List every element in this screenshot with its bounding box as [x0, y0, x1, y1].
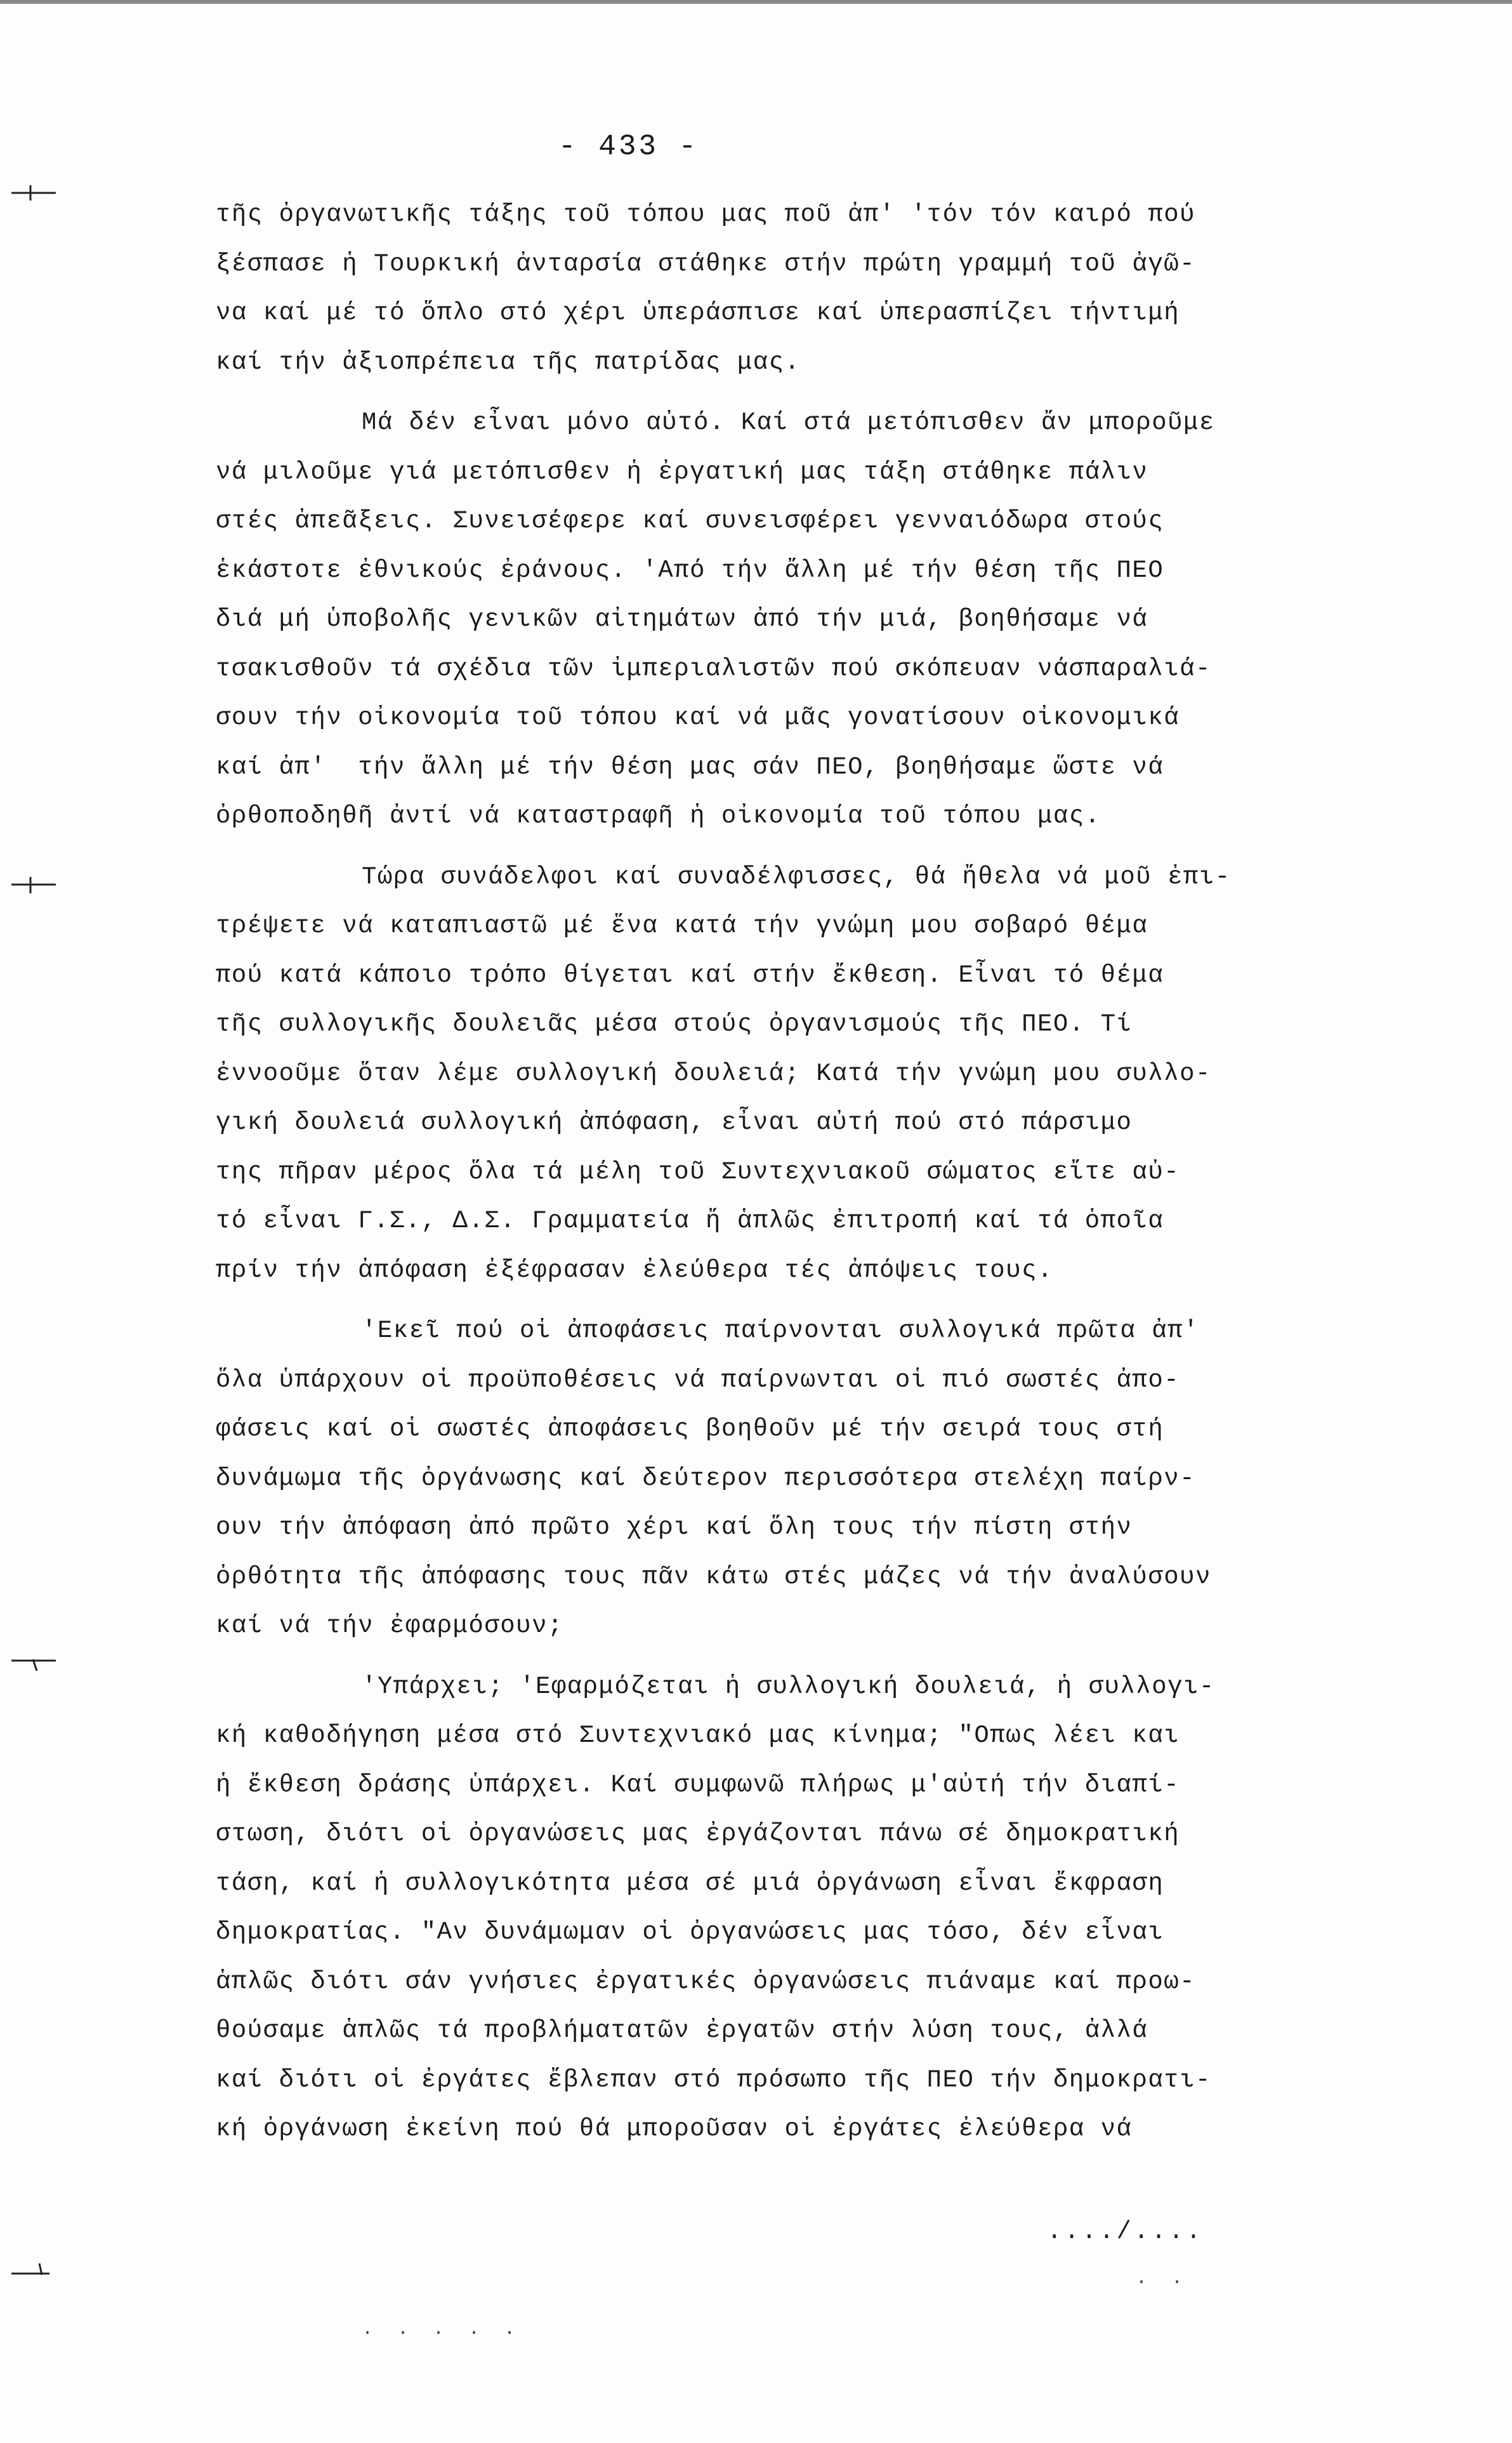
- text-line: ὀρθότητα τῆς ἀπόφασης τους πᾶν κάτω στές μάζες νά τήν ἀναλύσουν: [216, 1562, 1211, 1591]
- text-line: ἐννοοῦμε ὅταν λέμε συλλογική δουλειά; Κατά τήν γνώμη μου συλλο-: [216, 1059, 1211, 1088]
- text-line: ἡ ἔκθεση δράσης ὑπάρχει. Καί συμφωνῶ πλήρως μ'αὐτή τήν διαπί-: [216, 1770, 1180, 1799]
- text-line: Τώρα συνάδελφοι καί συναδέλφισσες, θά ἤθελα νά μοῦ ἐπι-: [362, 862, 1231, 891]
- text-line: κή ὀργάνωση ἐκείνη πού θά μποροῦσαν οἱ ἐργάτες ἐλεύθερα νά: [216, 2115, 1133, 2143]
- text-line: γική δουλειά συλλογική ἀπόφαση, εἶναι αὐτή πού στό πάρσιμο: [216, 1109, 1133, 1136]
- text-line: ὅλα ὑπάρχουν οἱ προϋποθέσεις νά παίρνωνται οἱ πιό σωστές ἀπο-: [216, 1366, 1180, 1394]
- paragraph: [216, 853, 1351, 1296]
- paragraph: [216, 190, 1351, 387]
- text-line: της πῆραν μέρος ὅλα τά μέλη τοῦ Συντεχνιακοῦ σώματος εἴτε αὐ-: [216, 1157, 1180, 1186]
- text-line: καί τήν ἀξιοπρέπεια τῆς πατρίδας μας.: [216, 348, 801, 376]
- text-line: θούσαμε ἁπλῶς τά προβλήματατῶν ἐργατῶν στήν λύση τους, ἀλλά: [216, 2017, 1148, 2045]
- text-line: ουν τήν ἀπόφαση ἀπό πρῶτο χέρι καί ὅλη τους τήν πίστη στήν: [216, 1513, 1133, 1541]
- text-line: να καί μέ τό ὅπλο στό χέρι ὑπεράσπισε καί ὑπερασπίζει τήντιμή: [216, 299, 1180, 327]
- paragraph: [216, 398, 1351, 841]
- scan-speckle: · ·: [1136, 2272, 1190, 2293]
- text-line: τῆς συλλογικῆς δουλειᾶς μέσα στούς ὀργανισμούς τῆς ΠΕΟ. Τί: [216, 1010, 1133, 1038]
- text-line: καί διότι οἱ ἐργάτες ἔβλεπαν στό πρόσωπο τῆς ΠΕΟ τήν δημοκρατι-: [216, 2065, 1211, 2094]
- paragraph: [216, 1663, 1351, 2154]
- text-line: στές ἀπεᾶξεις. Συνεισέφερε καί συνεισφέρει γενναιόδωρα στούς: [216, 507, 1164, 535]
- text-line: νά μιλοῦμε γιά μετόπισθεν ἡ ἐργατική μας τάξη στάθηκε πάλιν: [216, 458, 1148, 486]
- text-line: τάση, καί ἡ συλλογικότητα μέσα σέ μιά ὀργάνωση εἶναι ἔκφραση: [216, 1869, 1164, 1897]
- text-line: καί νά τήν ἐφαρμόσουν;: [216, 1612, 563, 1640]
- text-line: σουν τήν οἰκονομία τοῦ τόπου καί νά μᾶς γονατίσουν οἰκονομικά: [216, 704, 1180, 732]
- text-line: ἑκάστοτε ἐθνικούς ἐράνους. 'Από τήν ἄλλη μέ τήν θέση τῆς ΠΕΟ: [216, 556, 1164, 584]
- text-line: δυνάμωμα τῆς ὀργάνωσης καί δεύτερον περισσότερα στελέχη παίρν-: [216, 1464, 1196, 1492]
- text-line: καί ἀπ' τήν ἄλλη μέ τήν θέση μας σάν ΠΕΟ, βοηθήσαμε ὥστε νά: [216, 753, 1164, 781]
- text-line: πού κατά κάποιο τρόπο θίγεται καί στήν ἔκθεση. Εἶναι τό θέμα: [216, 961, 1164, 989]
- text-line: ὀρθοποδηθῆ ἀντί νά καταστραφῆ ἡ οἰκονομία τοῦ τόπου μας.: [216, 802, 1101, 830]
- paragraph: [216, 1307, 1351, 1651]
- text-line: φάσεις καί οἱ σωστές ἀποφάσεις βοηθοῦν μέ τήν σειρά τους στή: [216, 1415, 1164, 1443]
- body-text: [216, 190, 1351, 2166]
- binding-mark-icon: [11, 876, 56, 895]
- binding-mark-icon: [11, 2262, 56, 2281]
- text-line: πρίν τήν ἀπόφαση ἐξέφρασαν ἐλεύθερα τές ἀπόψεις τους.: [216, 1256, 1053, 1284]
- scan-speckle: · · · · ·: [362, 2322, 522, 2344]
- text-line: 'Υπάρχει; 'Εφαρμόζεται ἡ συλλογική δουλειά, ἡ συλλογι-: [362, 1672, 1215, 1701]
- binding-mark-icon: [11, 184, 56, 203]
- scan-top-edge: [0, 0, 1512, 4]
- text-line: δημοκρατίας. "Αν δυνάμωμαν οἱ ὀργανώσεις μας τόσο, δέν εἶναι: [216, 1918, 1164, 1946]
- text-line: τσακισθοῦν τά σχέδια τῶν ἰμπεριαλιστῶν πού σκόπευαν νάσπαραλιά-: [216, 654, 1211, 683]
- continuation-mark: ..../....: [1047, 2218, 1204, 2246]
- page-number: - 433 -: [558, 130, 699, 163]
- binding-mark-icon: [11, 1653, 56, 1672]
- text-line: κή καθοδήγηση μέσα στό Συντεχνιακό μας κίνημα; "Οπως λέει και: [216, 1722, 1180, 1749]
- text-line: στωση, διότι οἱ ὀργανώσεις μας ἐργάζονται πάνω σέ δημοκρατική: [216, 1820, 1180, 1848]
- text-line: τό εἶναι Γ.Σ., Δ.Σ. Γραμματεία ἤ ἁπλῶς ἐπιτροπή καί τά ὁποῖα: [216, 1207, 1164, 1235]
- text-line: ξέσπασε ἡ Τουρκική ἀνταρσία στάθηκε στήν πρώτη γραμμή τοῦ ἀγῶ-: [216, 249, 1196, 278]
- text-line: τρέψετε νά καταπιαστῶ μέ ἕνα κατά τήν γνώμη μου σοβαρό θέμα: [216, 912, 1148, 940]
- text-line: διά μή ὑποβολῆς γενικῶν αἰτημάτων ἀπό τήν μιά, βοηθήσαμε νά: [216, 605, 1148, 633]
- text-line: Μά δέν εἶναι μόνο αὐτό. Καί στά μετόπισθεν ἄν μποροῦμε: [362, 409, 1215, 437]
- text-line: ἁπλῶς διότι σάν γνήσιες ἐργατικές ὀργανώσεις πιάναμε καί προω-: [216, 1967, 1196, 1996]
- text-line: 'Εκεῖ πού οἱ ἀποφάσεις παίρνονται συλλογικά πρῶτα ἀπ': [362, 1317, 1199, 1345]
- text-line: τῆς ὀργανωτικῆς τάξης τοῦ τόπου μας ποῦ ἀπ' 'τόν τόν καιρό πού: [216, 201, 1196, 228]
